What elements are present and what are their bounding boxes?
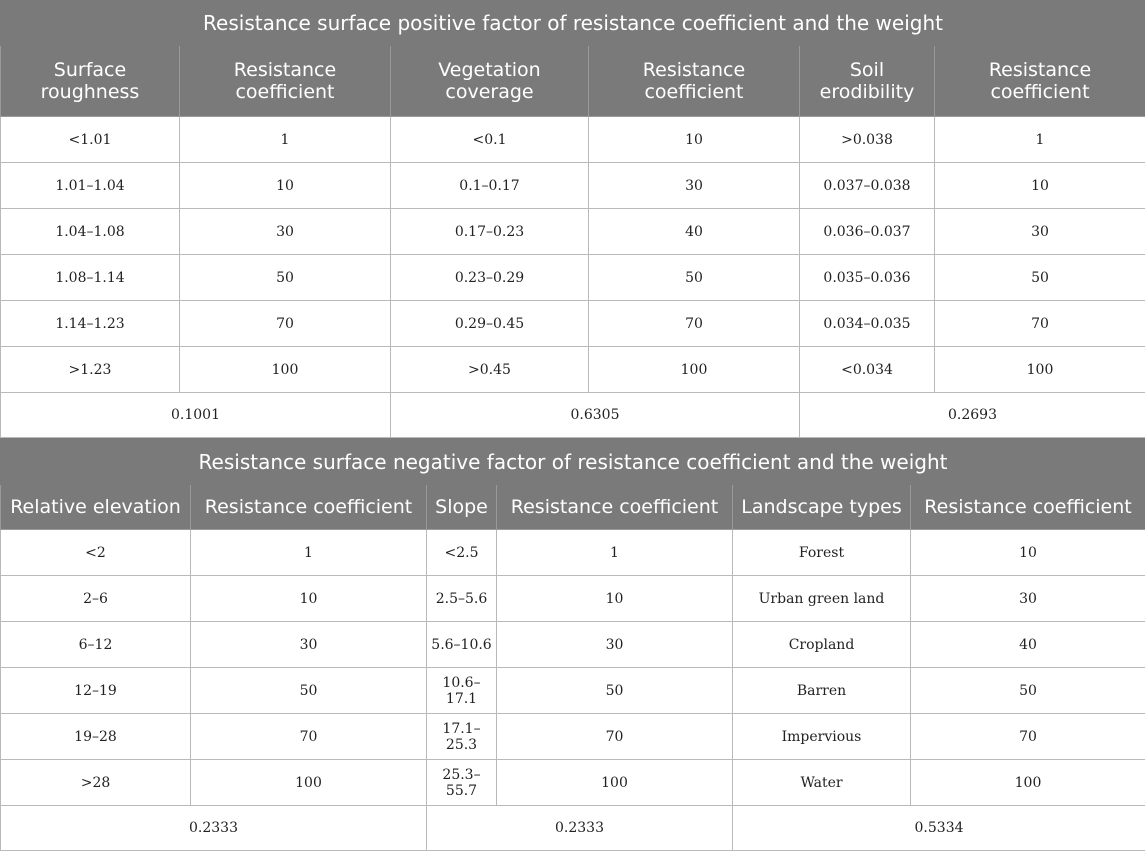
table-cell: 100 — [497, 760, 733, 806]
table-row — [1, 163, 1145, 209]
table-cell: 70 — [589, 301, 800, 347]
table-cell: 1 — [180, 117, 391, 163]
table-cell: 30 — [191, 622, 427, 668]
table-row — [1, 622, 1145, 668]
table-row — [1, 714, 1145, 760]
header-resistance-coefficient: Resistance coefficient — [191, 485, 427, 530]
table-cell: 40 — [589, 209, 800, 255]
table-cell: <0.034 — [800, 347, 935, 393]
table-cell: Forest — [733, 530, 911, 576]
table-cell: 0.036–0.037 — [800, 209, 935, 255]
weight-slope: 0.2333 — [427, 806, 733, 851]
table-cell: 50 — [589, 255, 800, 301]
table-cell: 100 — [589, 347, 800, 393]
table-cell: 0.1–0.17 — [391, 163, 589, 209]
table-cell: 25.3–55.7 — [427, 760, 497, 806]
weight-relative-elevation: 0.2333 — [1, 806, 427, 851]
header-surface-roughness: Surface roughness — [1, 46, 180, 117]
column-header-row — [1, 485, 1145, 530]
table-cell: 30 — [589, 163, 800, 209]
table-row — [1, 209, 1145, 255]
table-cell: 1 — [497, 530, 733, 576]
table-cell: 2.5–5.6 — [427, 576, 497, 622]
positive-table-title: Resistance surface positive factor of resistance coefficient and the weight — [1, 1, 1145, 46]
table-row — [1, 255, 1145, 301]
table-cell: 0.23–0.29 — [391, 255, 589, 301]
weight-landscape-types: 0.5334 — [733, 806, 1145, 851]
table-cell: 0.037–0.038 — [800, 163, 935, 209]
table-cell: 12–19 — [1, 668, 191, 714]
header-soil-erodibility: Soil erodibility — [800, 46, 935, 117]
table-cell: 40 — [911, 622, 1145, 668]
table-cell: 10 — [935, 163, 1145, 209]
header-resistance-coefficient: Resistance coefficient — [497, 485, 733, 530]
table-cell: Cropland — [733, 622, 911, 668]
table-cell: 5.6–10.6 — [427, 622, 497, 668]
table-cell: 10 — [589, 117, 800, 163]
table-row — [1, 576, 1145, 622]
table-cell: >0.45 — [391, 347, 589, 393]
table-cell: 0.034–0.035 — [800, 301, 935, 347]
table-cell: 0.29–0.45 — [391, 301, 589, 347]
table-cell: 1 — [935, 117, 1145, 163]
table-cell: 10 — [497, 576, 733, 622]
table-cell: 10 — [180, 163, 391, 209]
table-cell: 50 — [180, 255, 391, 301]
table-row — [1, 760, 1145, 806]
table-cell: 50 — [911, 668, 1145, 714]
table-cell: Water — [733, 760, 911, 806]
header-resistance-coefficient: Resistance coefficient — [180, 46, 391, 117]
table-cell: 1 — [191, 530, 427, 576]
weight-row — [1, 806, 1145, 851]
table-cell: 17.1–25.3 — [427, 714, 497, 760]
weight-vegetation-coverage: 0.6305 — [391, 393, 800, 438]
table-cell: 50 — [497, 668, 733, 714]
table-cell: 30 — [911, 576, 1145, 622]
table-cell: 70 — [911, 714, 1145, 760]
table-cell: 30 — [935, 209, 1145, 255]
table-cell: >28 — [1, 760, 191, 806]
table-cell: Impervious — [733, 714, 911, 760]
header-resistance-coefficient: Resistance coefficient — [589, 46, 800, 117]
weight-row — [1, 393, 1145, 438]
table-cell: 0.17–0.23 — [391, 209, 589, 255]
table-cell: 10 — [911, 530, 1145, 576]
header-slope: Slope — [427, 485, 497, 530]
header-landscape-types: Landscape types — [733, 485, 911, 530]
weight-surface-roughness: 0.1001 — [1, 393, 391, 438]
table-cell: 50 — [191, 668, 427, 714]
table-cell: 30 — [180, 209, 391, 255]
table-cell: <2.5 — [427, 530, 497, 576]
table-cell: 1.01–1.04 — [1, 163, 180, 209]
table-cell: 1.04–1.08 — [1, 209, 180, 255]
table-title-row — [1, 439, 1145, 485]
table-cell: 0.035–0.036 — [800, 255, 935, 301]
table-cell: 100 — [935, 347, 1145, 393]
negative-factor-table — [0, 438, 1145, 851]
table-row — [1, 668, 1145, 714]
table-row — [1, 347, 1145, 393]
table-row — [1, 530, 1145, 576]
table-row — [1, 117, 1145, 163]
table-cell: <0.1 — [391, 117, 589, 163]
table-cell: 10 — [191, 576, 427, 622]
table-row — [1, 301, 1145, 347]
table-cell: 70 — [935, 301, 1145, 347]
table-cell: 70 — [180, 301, 391, 347]
table-cell: >0.038 — [800, 117, 935, 163]
table-cell: >1.23 — [1, 347, 180, 393]
table-cell: 100 — [191, 760, 427, 806]
table-cell: <1.01 — [1, 117, 180, 163]
table-cell: 100 — [180, 347, 391, 393]
table-cell: 6–12 — [1, 622, 191, 668]
table-cell: <2 — [1, 530, 191, 576]
table-cell: 1.08–1.14 — [1, 255, 180, 301]
column-header-row — [1, 46, 1145, 117]
table-cell: Urban green land — [733, 576, 911, 622]
header-resistance-coefficient: Resistance coefficient — [935, 46, 1145, 117]
table-cell: 100 — [911, 760, 1145, 806]
table-cell: 2–6 — [1, 576, 191, 622]
negative-table-title: Resistance surface negative factor of resistance coefficient and the weight — [1, 439, 1145, 485]
table-cell: Barren — [733, 668, 911, 714]
header-vegetation-coverage: Vegetation coverage — [391, 46, 589, 117]
table-cell: 19–28 — [1, 714, 191, 760]
table-cell: 50 — [935, 255, 1145, 301]
table-cell: 70 — [497, 714, 733, 760]
table-cell: 1.14–1.23 — [1, 301, 180, 347]
table-cell: 30 — [497, 622, 733, 668]
header-relative-elevation: Relative elevation — [1, 485, 191, 530]
table-cell: 10.6–17.1 — [427, 668, 497, 714]
header-resistance-coefficient: Resistance coefficient — [911, 485, 1145, 530]
weight-soil-erodibility: 0.2693 — [800, 393, 1145, 438]
table-title-row — [1, 1, 1145, 46]
table-cell: 70 — [191, 714, 427, 760]
